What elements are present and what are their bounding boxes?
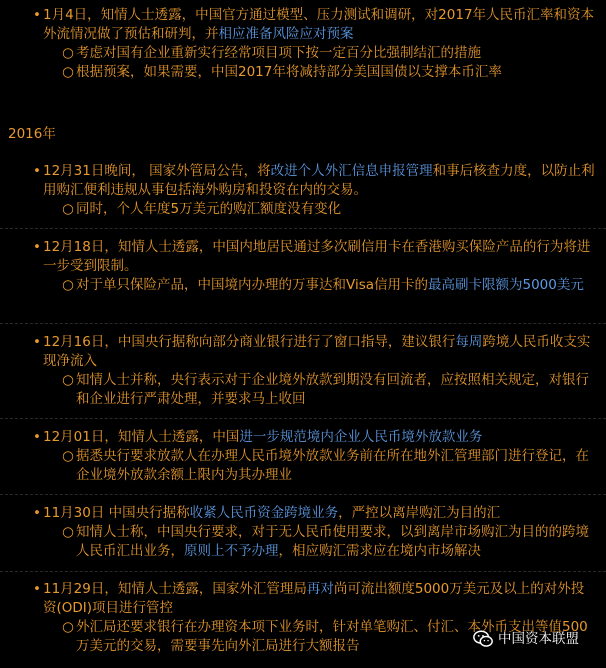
highlight-text: 再对	[306, 581, 334, 597]
sub-bullet-icon: ○	[62, 64, 74, 80]
sub-item: ○ 知情人士称，中国央行要求，对于无人民币使用要求，以到离岸市场购汇为目的的跨境人民币汇出业务，原则上不予办理，相应购汇需求应在境内市场解决	[62, 524, 589, 559]
year-heading: 2016年	[8, 126, 56, 142]
item-text: 1月4日，知情人士透露，中国官方通过模型、压力测试和调研，对2017年人民币汇率和资本外流情况做了预估和研判，并相应准备风险应对预案	[43, 7, 595, 42]
sub-item: ○ 知情人士并称，央行表示对于企业境外放款到期没有回流者，应按照相关规定，对银行和企业进行严肃处理，并要求马上收回	[62, 372, 589, 407]
bullet-icon: •	[33, 7, 41, 23]
list-item: • 11月30日 中国央行据称收紧人民币资金跨境业务，严控以离岸购汇为目的汇 ○ 知情人士称，中国央行要求，对于无人民币使用要求，以到离岸市场购汇为目的的跨境人民币汇出业务，原则上不予办理，相应购汇需求应在境内市场解决	[0, 504, 606, 561]
separator	[0, 571, 606, 573]
sub-bullet-icon: ○	[62, 45, 74, 61]
highlight-text: 最高刷卡限额为5000美元	[428, 277, 584, 293]
sub-item: ○ 根据预案，如果需要，中国2017年将减持部分美国国债以支撑本币汇率	[62, 64, 502, 80]
sub-bullet-icon: ○	[62, 524, 74, 540]
highlight-text: 改进个人外汇信息申报管理	[270, 163, 433, 179]
sub-item: ○ 同时，个人年度5万美元的购汇额度没有变化	[62, 201, 342, 217]
bullet-icon: •	[33, 505, 41, 521]
list-item: • 12月01日，知情人士透露，中国进一步规范境内企业人民币境外放款业务 ○ 据悉央行要求放款人在办理人民币境外放款业务前在所在地外汇管理部门进行登记，在企业境外放款余额上限内为其办理业	[0, 428, 606, 485]
sub-item: ○ 考虑对国有企业重新实行经常项目项下按一定百分比强制结汇的措施	[62, 45, 481, 61]
bullet-icon: •	[33, 429, 41, 445]
sub-bullet-icon: ○	[62, 201, 74, 217]
list-item	[0, 6, 606, 82]
highlight-text: 原则上不予办理	[184, 543, 279, 559]
bullet-icon: •	[33, 163, 41, 179]
watermark-text: 中国资本联盟	[498, 630, 579, 647]
sub-bullet-icon: ○	[62, 619, 74, 635]
bullet-icon: •	[33, 581, 41, 597]
wechat-icon	[472, 628, 494, 650]
highlight-text: 收紧人民币资金跨境业务	[189, 505, 339, 521]
sub-item: ○ 外汇局还要求银行在办理资本项下业务时，针对单笔购汇、付汇、本外币支出等值500万美元的交易，需要事先向外汇局进行大额报告	[62, 619, 588, 654]
list-item: • 11月29日，知情人士透露，国家外汇管理局再对尚可流出额度5000万美元及以上的对外投资(ODI)项目进行管控 ○ 外汇局还要求银行在办理资本项下业务时，针对单笔购汇、付汇、本外币支出等值500万美元的交易，需要事先向外汇局进行大额报告	[0, 580, 606, 656]
separator	[0, 494, 606, 496]
bullet-icon: •	[33, 239, 41, 255]
separator	[0, 323, 606, 325]
list-item: • 12月31日晚间， 国家外管局公告，将改进个人外汇信息申报管理和事后核查力度，以防止利用购汇便利违规从事包括海外购房和投资在内的交易。 ○ 同时，个人年度5万美元的购汇额度没有变化	[0, 162, 606, 219]
separator	[0, 228, 606, 230]
separator	[0, 418, 606, 420]
watermark	[472, 625, 606, 653]
highlight-text: 每周	[455, 334, 483, 350]
sub-bullet-icon: ○	[62, 448, 74, 464]
highlight-text: 进一步规范境内企业人民币境外放款业务	[239, 429, 483, 445]
list-item: • 12月16日，中国央行据称向部分商业银行进行了窗口指导，建议银行每周跨境人民币收支实现净流入 ○ 知情人士并称，央行表示对于企业境外放款到期没有回流者，应按照相关规定，对银行和企业进行严肃处理，并要求马上收回	[0, 333, 606, 409]
sub-bullet-icon: ○	[62, 277, 74, 293]
bullet-icon: •	[33, 334, 41, 350]
sub-bullet-icon: ○	[62, 372, 74, 388]
highlight-text: 相应准备风险应对预案	[218, 26, 354, 42]
sub-item: ○ 对于单只保险产品，中国境内办理的万事达和Visa信用卡的最高刷卡限额为5000美元	[62, 277, 584, 293]
list-item: • 12月18日，知情人士透露，中国内地居民通过多次刷信用卡在香港购买保险产品的行为将进一步受到限制。 ○ 对于单只保险产品，中国境内办理的万事达和Visa信用卡的最高刷卡限额为5000美元	[0, 238, 606, 295]
sub-item: ○ 据悉央行要求放款人在办理人民币境外放款业务前在所在地外汇管理部门进行登记，在企业境外放款余额上限内为其办理业	[62, 448, 589, 483]
